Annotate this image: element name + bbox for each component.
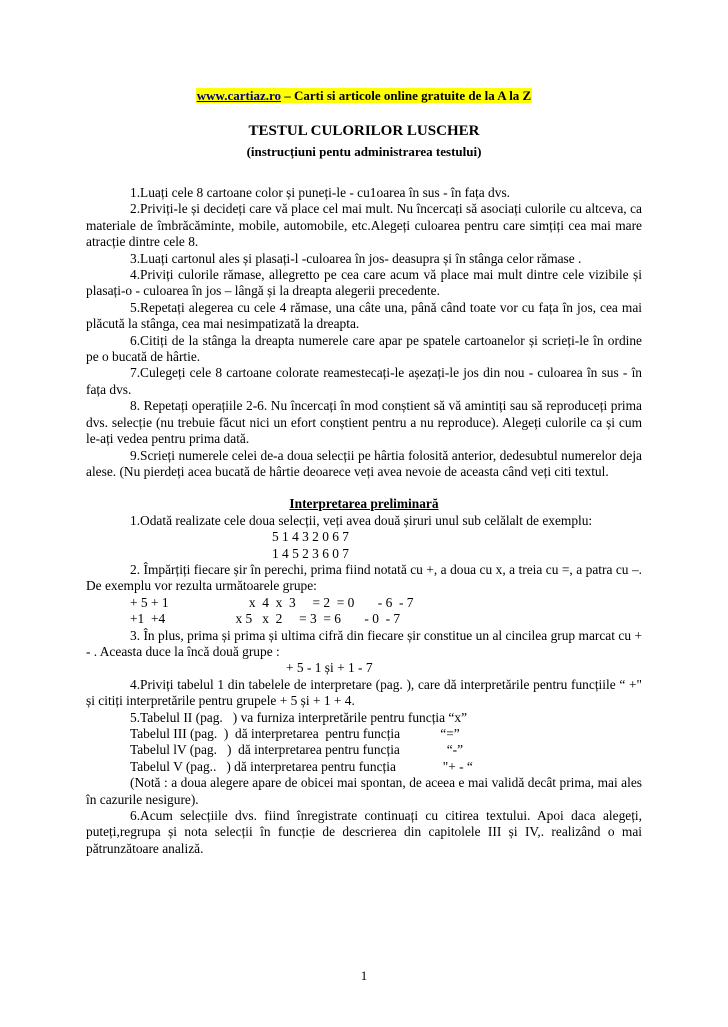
interp-paragraph-1: 1.Odată realizate cele doua selecții, veți avea două șiruri unul sub celălalt de exemplu: bbox=[130, 512, 593, 528]
section-title: Interpretarea preliminară bbox=[289, 496, 439, 512]
table-line-4: Tabelul V (pag.. ) dă interpretarea pentru funcția "+ - “ bbox=[130, 758, 473, 774]
site-header bbox=[0, 88, 728, 104]
document-subtitle-text: (instrucțiuni pentu administrarea testului) bbox=[246, 144, 482, 159]
selection-sequence-1: 5 1 4 3 2 0 6 7 bbox=[272, 529, 349, 545]
site-link[interactable]: www.cartiaz.ro bbox=[196, 88, 281, 103]
instruction-2: 2.Priviți-le și decideți care vă place cel mai mult. Nu încercați să asociați culorile cu altceva, ca materiale de îmbrăcăminte, mobile, automobile, etc.Alegeți culoarea pentru care simțiți cea mai mare atracție dintre cele 8. bbox=[86, 201, 642, 250]
instruction-3: 3.Luați cartonul ales și plasați-l -culoarea în jos- deasupra și în stânga celor rămase . bbox=[130, 250, 582, 266]
page-number: 1 bbox=[360, 968, 368, 983]
interp-paragraph-4: 4.Priviți tabelul 1 din tabelele de interpretare (pag. ), care dă interpretările pentru funcțiile “ +" și citiți interpretările pentru grupele + 5 și + 1 + 4. bbox=[86, 676, 642, 709]
document-title bbox=[0, 121, 728, 141]
spacer bbox=[86, 480, 642, 496]
instruction-9: 9.Scrieți numerele celei de-a doua selecții pe hârtia folosită anterior, dedesubtul numerelor deja alese. (Nu pierdeți acea bucată de hârtie deoarece veți avea nevoie de aceasta când veți citi textul. bbox=[86, 447, 642, 479]
instruction-7: 7.Culegeți cele 8 cartoane colorate reamestecați-le așezați-le jos din nou - culoarea în sus - în fața dvs. bbox=[86, 365, 642, 397]
groups-row-2: +1 +4 x 5 x 2 = 3 = 6 - 0 - 7 bbox=[130, 611, 401, 627]
header-highlight bbox=[196, 88, 532, 103]
interp-paragraph-2: 2. Împărțiți fiecare șir în perechi, prima fiind notată cu +, a doua cu x, a treia cu =, a patra cu –. De exemplu vor rezulta următoarele grupe: bbox=[86, 561, 642, 594]
groups-row-1: + 5 + 1 x 4 x 3 = 2 = 0 - 6 - 7 bbox=[130, 594, 414, 610]
selection-sequence-2: 1 4 5 2 3 6 0 7 bbox=[272, 545, 349, 561]
site-tagline: – Carti si articole online gratuite de la A la Z bbox=[281, 88, 532, 103]
table-line-3: Tabelul lV (pag. ) dă interpretarea pentru funcția “-” bbox=[130, 742, 464, 758]
interp-paragraph-3: 3. În plus, prima și prima și ultima cifră din fiecare șir constitue un al cincilea grup marcat cu + - . Aceasta duce la încă două grupe : bbox=[86, 627, 642, 659]
instruction-5: 5.Repetați alegerea cu cele 4 rămase, una câte una, până când toate vor cu fața în jos, cea mai plăcută la stânga, cea mai nesimpatizată la dreapta. bbox=[86, 299, 642, 332]
note-paragraph: (Notă : a doua alegere apare de obicei mai spontan, de aceea e mai validă decât prima, mai ales în cazurile nesigure). bbox=[86, 775, 642, 807]
document-title-text: TESTUL CULORILOR LUSCHER bbox=[248, 123, 480, 139]
document-subtitle bbox=[0, 143, 728, 161]
instruction-6: 6.Citiți de la stânga la dreapta numerele care apar pe spatele cartoanelor și scrieți-le în ordine pe o bucată de hârtie. bbox=[86, 332, 642, 365]
interp-paragraph-6: 6.Acum selecțiile dvs. fiind înregistrate continuați cu citirea textului. Apoi daca alegeți, puteți,regrupa și nota selecții în funcție de descrierea din capitolele III și IV,. realizând o mai pătrunzătoare analiză. bbox=[86, 808, 642, 856]
document-body bbox=[86, 185, 642, 857]
instruction-8: 8. Repetați operațiile 2-6. Nu încercați în mod conștient să vă amintiți sau să reproduceți prima dvs. selecție (nu trebuie făcut nici un efort conștient pentru a nu reproduce). Alegeți culorile ca și cum le-ați vedea pentru prima dată. bbox=[86, 398, 642, 447]
instruction-1: 1.Luați cele 8 cartoane color și puneți-le - cu1oarea în sus - în fața dvs. bbox=[130, 185, 510, 200]
table-line-1: 5.Tabelul II (pag. ) va furniza interpretările pentru funcția “x” bbox=[130, 709, 468, 725]
extra-groups: + 5 - 1 și + 1 - 7 bbox=[286, 660, 373, 676]
table-line-2: Tabelul III (pag. ) dă interpretarea pentru funcția “=” bbox=[130, 726, 460, 741]
instruction-4: 4.Priviți culorile rămase, allegretto pe cea care acum vă place mai mult dintre cele vizibile și plasați-o - culoarea în jos – lângă și la dreapta alegerii precedente. bbox=[86, 267, 642, 299]
